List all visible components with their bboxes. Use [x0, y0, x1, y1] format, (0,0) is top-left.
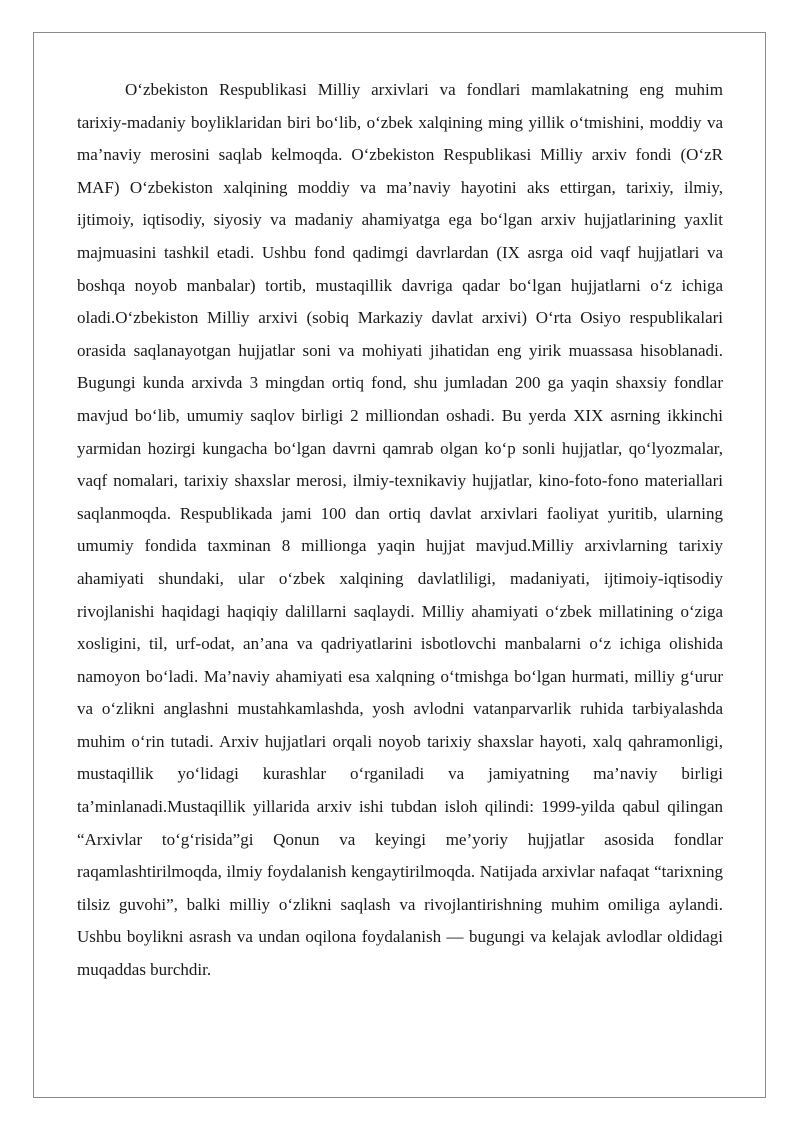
body-paragraph: O‘zbekiston Respublikasi Milliy arxivlari va fondlari mamlakatning eng muhim tarixiy-madaniy boyliklaridan biri bo‘lib, o‘zbek xalqining ming yillik o‘tmishini, moddiy va ma’naviy merosini saqlab kelmoqda. O‘zbekiston Respublikasi Milliy arxiv fondi (O‘zR MAF) O‘zbekiston xalqining moddiy va ma’naviy hayotini aks ettirgan, tarixiy, ilmiy, ijtimoiy, iqtisodiy, siyosiy va madaniy ahamiyatga ega bo‘lgan arxiv hujjatlarining yaxlit majmuasini tashkil etadi. Ushbu fond qadimgi davrlardan (IX asrga oid vaqf hujjatlari va boshqa noyob manbalar) tortib, mustaqillik davriga qadar bo‘lgan hujjatlarni o‘z ichiga oladi.O‘zbekiston Milliy arxivi (sobiq Markaziy davlat arxivi) O‘rta Osiyo respublikalari orasida saqlanayotgan hujjatlar soni va mohiyati jihatidan eng yirik muassasa hisoblanadi. Bugungi kunda arxivda 3 mingdan ortiq fond, shu jumladan 200 ga yaqin shaxsiy fondlar mavjud bo‘lib, umumiy saqlov birligi 2 milliondan oshadi. Bu yerda XIX asrning ikkinchi yarmidan hozirgi kungacha bo‘lgan davrni qamrab olgan ko‘p sonli hujjatlar, qo‘lyozmalar, vaqf nomalari, tarixiy shaxslar merosi, ilmiy-texnikaviy hujjatlar, kino-foto-fono materiallari saqlanmoqda. Respublikada jami 100 dan ortiq davlat arxivlari faoliyat yuritib, ularning umumiy fondida taxminan 8 millionga yaqin hujjat mavjud.Milliy arxivlarning tarixiy ahamiyati shundaki, ular o‘zbek xalqining davlatliligi, madaniyati, ijtimoiy-iqtisodiy rivojlanishi haqidagi haqiqiy dalillarni saqlaydi. Milliy ahamiyati o‘zbek millatining o‘ziga xosligini, til, urf-odat, an’ana va qadriyatlarini isbotlovchi manbalarni o‘z ichiga olishida namoyon bo‘ladi. Ma’naviy ahamiyati esa xalqning o‘tmishga bo‘lgan hurmati, milliy g‘urur va o‘zlikni anglashni mustahkamlashda, yosh avlodni vatanparvarlik ruhida tarbiyalashda muhim o‘rin tutadi. Arxiv hujjatlari orqali noyob tarixiy shaxslar hayoti, xalq qahramonligi, mustaqillik yo‘lidagi kurashlar o‘rganiladi va jamiyatning ma’naviy birligi ta’minlanadi.Mustaqillik yillarida arxiv ishi tubdan isloh qilindi: 1999-yilda qabul qilingan “Arxivlar to‘g‘risida”gi Qonun va keyingi me’yoriy hujjatlar asosida fondlar raqamlashtirilmoqda, ilmiy foydalanish kengaytirilmoqda. Natijada arxivlar nafaqat “tarixning tilsiz guvohi”, balki milliy o‘zlikni saqlash va rivojlantirishning muhim omiliga aylandi. Ushbu boylikni asrash va undan oqilona foydalanish — bugungi va kelajak avlodlar oldidagi muqaddas burchdir.	[77, 80, 723, 980]
